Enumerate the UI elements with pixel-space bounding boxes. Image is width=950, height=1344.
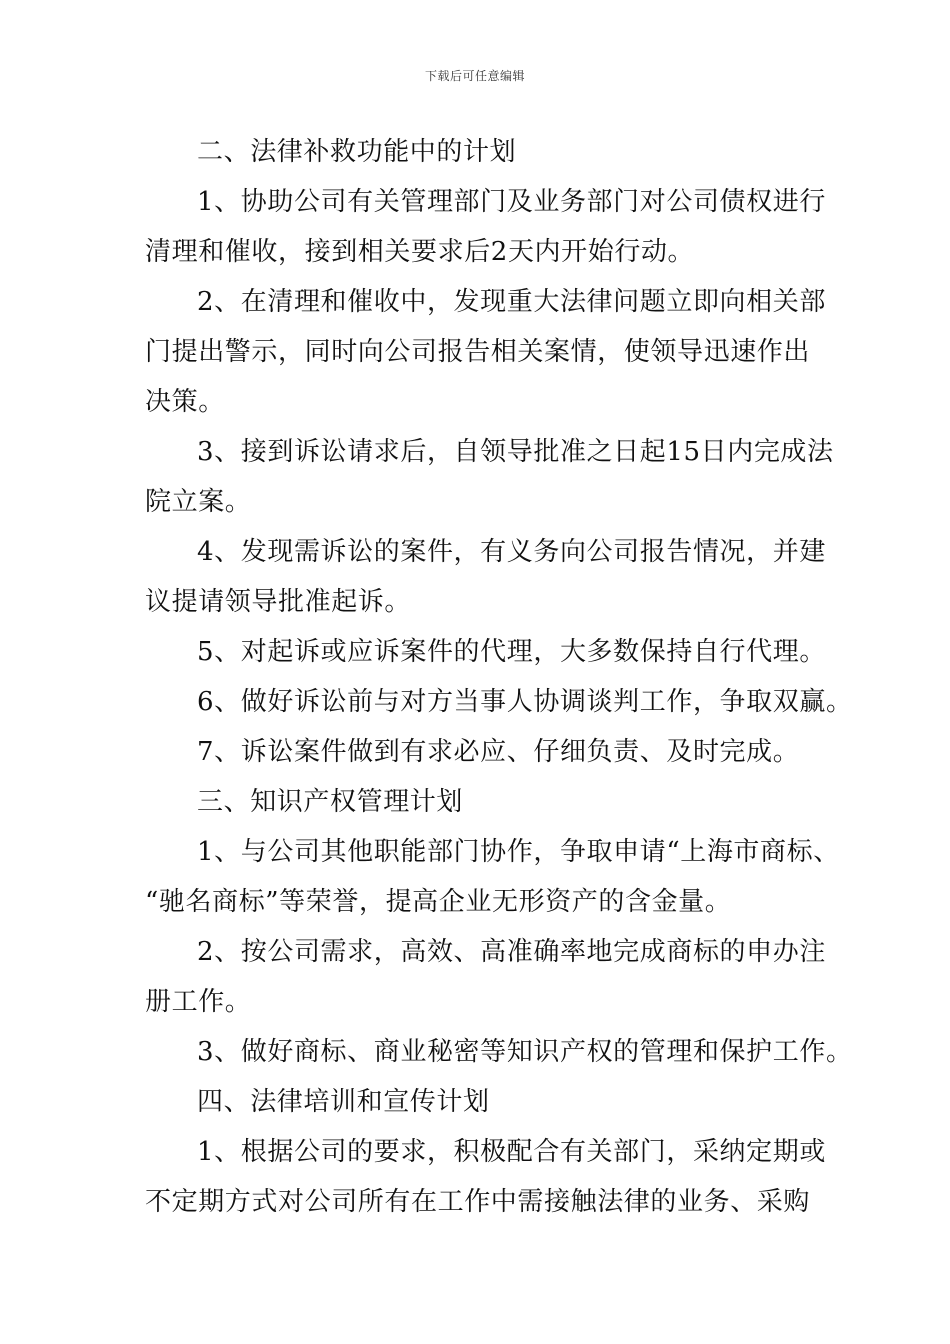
paragraph-line: 1、协助公司有关管理部门及业务部门对公司债权进行 <box>197 187 826 217</box>
document-body <box>145 127 853 1227</box>
paragraph-line: 1、根据公司的要求，积极配合有关部门，采纳定期或 <box>197 1137 826 1167</box>
paragraph-line: 2、在清理和催收中，发现重大法律问题立即向相关部 <box>197 287 826 317</box>
paragraph-line: 7、诉讼案件做到有求必应、仔细负责、及时完成。 <box>197 737 800 767</box>
paragraph-line: 5、对起诉或应诉案件的代理，大多数保持自行代理。 <box>197 637 826 667</box>
paragraph-line: 门提出警示，同时向公司报告相关案情，使领导迅速作出 <box>145 337 811 367</box>
paragraph-line: 不定期方式对公司所有在工作中需接触法律的业务、采购 <box>145 1187 811 1217</box>
paragraph-line: 册工作。 <box>145 987 252 1017</box>
section-heading-4: 四、法律培训和宣传计划 <box>197 1087 490 1117</box>
section-heading-3: 三、知识产权管理计划 <box>197 787 464 817</box>
paragraph-line: 2、按公司需求，高效、高准确率地完成商标的申办注 <box>197 937 826 967</box>
paragraph-line: 4、发现需诉讼的案件，有义务向公司报告情况，并建 <box>197 537 826 567</box>
paragraph-line: 3、做好商标、商业秘密等知识产权的管理和保护工作。 <box>197 1037 853 1067</box>
section-heading-2: 二、法律补救功能中的计划 <box>197 137 517 167</box>
paragraph-line: 3、接到诉讼请求后，自领导批准之日起15日内完成法 <box>197 437 834 467</box>
page-header: 下载后可任意编辑 <box>424 69 525 83</box>
paragraph-line: 院立案。 <box>145 487 252 517</box>
paragraph-line: 决策。 <box>145 387 225 417</box>
paragraph-line: 清理和催收，接到相关要求后2天内开始行动。 <box>145 237 695 267</box>
paragraph-line: 6、做好诉讼前与对方当事人协调谈判工作，争取双赢。 <box>197 687 853 717</box>
paragraph-line: 1、与公司其他职能部门协作，争取申请“上海市商标、 <box>197 837 840 867</box>
paragraph-line: “驰名商标”等荣誉，提高企业无形资产的含金量。 <box>145 887 732 917</box>
paragraph-line: 议提请领导批准起诉。 <box>145 587 412 617</box>
